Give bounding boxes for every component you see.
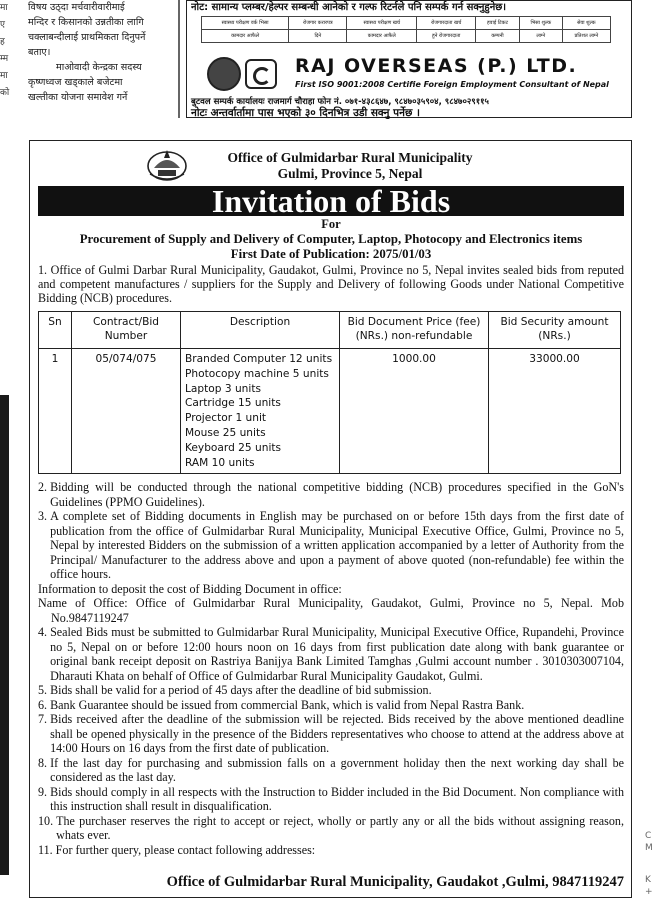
ad-tagline: First ISO 9001:2008 Certifie Foreign Employment Consultant of Nepal (295, 80, 609, 89)
contact-footer: Office of Gulmidarbar Rural Municipality, Gaudakot ,Gulmi, 9847119247 (166, 874, 624, 890)
list-item: Cartridge 15 units (185, 397, 281, 410)
for-label: For (321, 217, 341, 231)
ad-fee-table: स्वास्थ्य परीक्षण वर्क भिसा रोजगार करारपत्र स्वास्थ्य परीक्षण खर्च रोजगारदाता खर्च हवाई टिकट भिसा शुल्क सेवा शुल्क कामदार आफैले दिने कामदार आफैले हुने रोजगारदाता कम्पनी लाग्ने प्रतिशत लाग्ने (201, 16, 611, 43)
list-item: RAM 10 units (185, 456, 255, 469)
company-emblem-icon (207, 57, 241, 91)
list-item: Photocopy machine 5 units (185, 367, 329, 380)
ad-note-bottom: नोटः अन्तर्वार्तामा पास भएको ३० दिनभित्र उडी सक्नु पर्नेछ । (191, 107, 420, 119)
cell-bid-security: 33000.00 (489, 349, 621, 474)
bid-table (38, 311, 621, 474)
cell-document-price: 1000.00 (340, 349, 489, 474)
cell-sn: 1 (39, 349, 72, 474)
clause-11: 11. For further query, please contact following addresses: (38, 842, 316, 857)
clause-4: 4. Sealed Bids must be submitted to Gulmidarbar Rural Municipality, Municipal Executive Office, Rupandehi, Province no 5, Nepal on or before 12:00 hours noon on 16 days from first publication date along with bank guarantee or original bank receipt deposit on Rastriya Banijya Bank Limited Tamghas ,Gulmi account number . 3010303007104, Dharauti Khata on behalf of Office of Gulmidarbar Rural Municipality Gaudakot, Gulmi. (38, 625, 624, 683)
list-item: Laptop 3 units (185, 382, 261, 395)
header-document-price: Bid Document Price (fee) (NRs.) non-refundable (340, 312, 489, 349)
cell-description (181, 349, 340, 474)
clause-9: 9. Bids should comply in all respects with the Instruction to Bidder included in the Bid Document. Non compliance with this instruction shall result in disqualification. (38, 784, 624, 813)
notice-clauses (38, 480, 624, 857)
table-row (39, 349, 621, 474)
clause-3: 3. A complete set of Bidding documents in English may be purchased on or before 15th days from the first date of publication from the office of Gulmidarbar Rural Municipality, Municipal Executive Office, Gulmi, Province no 5, Nepal by interested Bidders on the submission of a written application accompanied by a letter of Authority from the Principal/ Manufacturer to the address above and upon a payment of above quoted (non-refundable) fee within the office hours. (38, 509, 624, 581)
issuing-office (200, 150, 500, 182)
clause-7: 7. Bids received after the deadline of the submission will be rejected. Bids received by the above mentioned deadline shall be opened physically in the presence of the Bidders representatives who choose to attend at the address above at 14:00 Hours on 16 days from the first date of publication. (38, 712, 624, 755)
office-location: Gulmi, Province 5, Nepal (277, 166, 423, 181)
office-name: Office of Gulmidarbar Rural Municipality (227, 150, 473, 165)
right-edge-marks: C M K + (645, 831, 653, 897)
clause-6: 6. Bank Guarantee should be issued from commercial Bank, which is valid from Nepal Rastra Bank. (38, 697, 525, 712)
nepali-news-column: विषय उठ्दा मर्चवारीवारीमाई मन्दिर र किसानको उन्नतीका लागि चक्लाबन्दीलाई प्राथमिकता दिनुपर्ने बताए। माओवादी केन्द्रका सदस्य कृष्णध्वज खड्काले बजेटमा खल्तीका योजना समावेश गर्ने (28, 2, 146, 103)
notice-title: Invitation of Bids (38, 186, 624, 216)
clause-10: 10. The purchaser reserves the right to accept or reject, wholly or partly any or all the bids without assigning reason, whats ever. (38, 813, 624, 842)
publication-date: First Date of Publication: 2075/01/03 (230, 247, 432, 261)
left-margin-bar (0, 395, 9, 875)
cell-contract-number: 05/074/075 (72, 349, 181, 474)
list-item: Projector 1 unit (185, 412, 267, 425)
ad-company-name: RAJ OVERSEAS (P.) LTD. (295, 55, 578, 77)
deposit-info: Information to deposit the cost of Bidding Document in office: (38, 581, 342, 596)
header-description: Description (181, 312, 340, 349)
list-item: Mouse 25 units (185, 426, 266, 439)
iso-logo-icon (245, 59, 277, 89)
header-contract-number: Contract/Bid Number (72, 312, 181, 349)
raj-overseas-advertisement (186, 0, 632, 118)
office-name-info: Name of Office: Office of Gulmidarbar Rural Municipality, Gaudakot, Gulmi, Province no 5, Nepal. Mob No.9847119247 (38, 596, 624, 625)
header-sn: Sn (39, 312, 72, 349)
ad-contact: बुटवल सम्पर्क कार्यालयः राजमार्ग चौराहा फोन नं. ०७१-४३८६४७, ९८४७०३५९०४, ९८४७०२९११५ (191, 97, 489, 107)
ad-note-top: नोट: सामान्य प्लम्बर/हेल्पर सम्बन्धी आनेको र गल्फ रिटर्नले पनि सम्पर्क गर्न सक्नुहुनेछ। (191, 2, 507, 13)
clause-5: 5. Bids shall be valid for a period of 45 days after the deadline of bid submission. (38, 683, 432, 697)
clause-1: 1. Office of Gulmi Darbar Rural Municipality, Gaudakot, Gulmi, Province no 5, Nepal invites sealed bids from reputed and competent manufactures / suppliers for the Supply and Delivery of following Goods under National Competitive Bidding (NCB) procedures. (38, 263, 624, 305)
list-item: Branded Computer 12 units (185, 353, 333, 365)
clause-2: 2. Bidding will be conducted through the national competitive bidding (NCB) procedures specified in the GoN's Guidelines (PPMO Guidelines). (38, 480, 624, 509)
left-edge-cropped-text: मा ए ह म्म मा को (0, 3, 10, 98)
list-item: Keyboard 25 units (185, 441, 282, 454)
nepal-government-emblem-icon (146, 146, 188, 182)
procurement-subject: Procurement of Supply and Delivery of Computer, Laptop, Photocopy and Electronics items (79, 232, 583, 246)
column-divider (178, 0, 180, 118)
clause-8: 8. If the last day for purchasing and submission falls on a government holiday then the next working day shall be considered as the last day. (38, 755, 624, 784)
header-bid-security: Bid Security amount (NRs.) (489, 312, 621, 349)
